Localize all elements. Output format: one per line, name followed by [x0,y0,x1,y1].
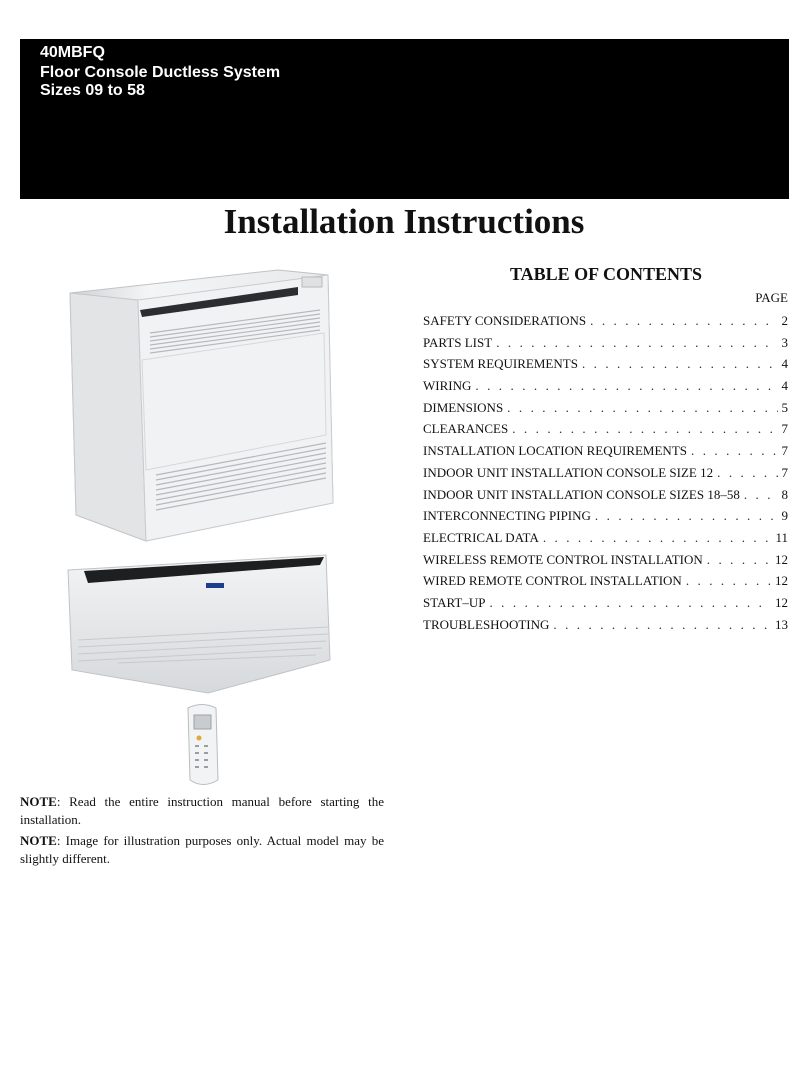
toc-leader [489,595,771,610]
toc-item[interactable] [423,400,788,422]
toc-item-page: 11 [775,529,788,545]
toc-item[interactable] [423,617,788,639]
remote-control [188,705,218,785]
toc-item-page: 4 [781,378,788,394]
toc-item-label: WIRELESS REMOTE CONTROL INSTALLATION [423,551,703,567]
toc-item[interactable] [423,487,788,509]
note-prefix: NOTE [20,794,57,809]
toc-item-label: ELECTRICAL DATA [423,529,539,545]
product-sizes: Sizes 09 to 58 [40,82,145,99]
toc-item-label: WIRED REMOTE CONTROL INSTALLATION [423,573,682,589]
toc-item-page: 12 [775,594,788,610]
ceiling-unit [68,555,330,693]
toc-item-page: 2 [781,313,788,328]
note [20,832,384,868]
toc-item-page: 8 [781,486,788,502]
toc-page-label: PAGE [755,290,788,305]
toc-item-label: START–UP [423,594,486,610]
note-text: : Image for illustration purposes only. Actual model may be slightly different. [20,833,384,866]
product-name: Floor Console Ductless System [40,64,281,81]
toc-leader [686,573,771,588]
note-text: : Read the entire instruction manual before starting the installation. [20,794,384,827]
toc-item-page: 13 [775,616,788,632]
toc-leader [691,443,778,458]
toc-item-label: SYSTEM REQUIREMENTS [423,356,578,372]
toc-leader [590,313,777,328]
toc-leader [744,487,778,502]
toc-item[interactable] [423,378,788,400]
product-illustration [58,265,338,790]
document-title: Installation Instructions [223,202,585,241]
toc-item[interactable] [423,573,788,595]
toc-item[interactable] [423,552,788,574]
toc-item[interactable] [423,313,788,335]
toc-leader [475,378,777,393]
table-of-contents [423,313,788,638]
toc-item-page: 12 [775,573,788,589]
note [20,793,384,829]
toc-item-label: CLEARANCES [423,421,509,437]
toc-item-page: 7 [781,421,788,437]
toc-item-label: WIRING [423,378,472,394]
note-prefix: NOTE [20,833,57,848]
toc-heading: TABLE OF CONTENTS [509,264,703,284]
toc-item-page: 12 [775,551,788,567]
toc-leader [717,465,777,480]
toc-item-page: 7 [781,464,788,480]
toc-item-page: 4 [781,356,788,372]
toc-leader [543,530,772,545]
toc-item-label: DIMENSIONS [423,399,504,415]
toc-item[interactable] [423,421,788,443]
toc-item[interactable] [423,508,788,530]
toc-leader [496,335,777,350]
toc-item-label: PARTS LIST [423,334,493,350]
toc-item-label: INDOOR UNIT INSTALLATION CONSOLE SIZES 18–58 [423,486,740,502]
toc-item-page: 3 [781,334,788,350]
toc-item-label: INTERCONNECTING PIPING [423,508,591,524]
toc-item[interactable] [423,530,788,552]
toc-leader [507,400,777,415]
toc-item-page: 5 [781,399,788,415]
toc-item-page: 9 [781,508,788,524]
toc-leader [595,508,778,523]
toc-item-label: INSTALLATION LOCATION REQUIREMENTS [423,443,687,459]
toc-item[interactable] [423,356,788,378]
floor-console-unit [70,270,333,541]
toc-item[interactable] [423,465,788,487]
toc-item[interactable] [423,595,788,617]
toc-item-label: INDOOR UNIT INSTALLATION CONSOLE SIZE 12 [423,464,714,480]
toc-leader [707,552,771,567]
notes-section [20,793,384,871]
model-name: 40MBFQ [40,44,105,61]
header-banner [20,39,789,199]
toc-leader [582,356,778,371]
toc-leader [553,617,771,632]
toc-item-label: TROUBLESHOOTING [423,616,550,632]
toc-item-label: SAFETY CONSIDERATIONS [423,313,587,328]
toc-item[interactable] [423,443,788,465]
toc-item-page: 7 [781,443,788,459]
toc-item[interactable] [423,335,788,357]
toc-leader [512,421,777,436]
